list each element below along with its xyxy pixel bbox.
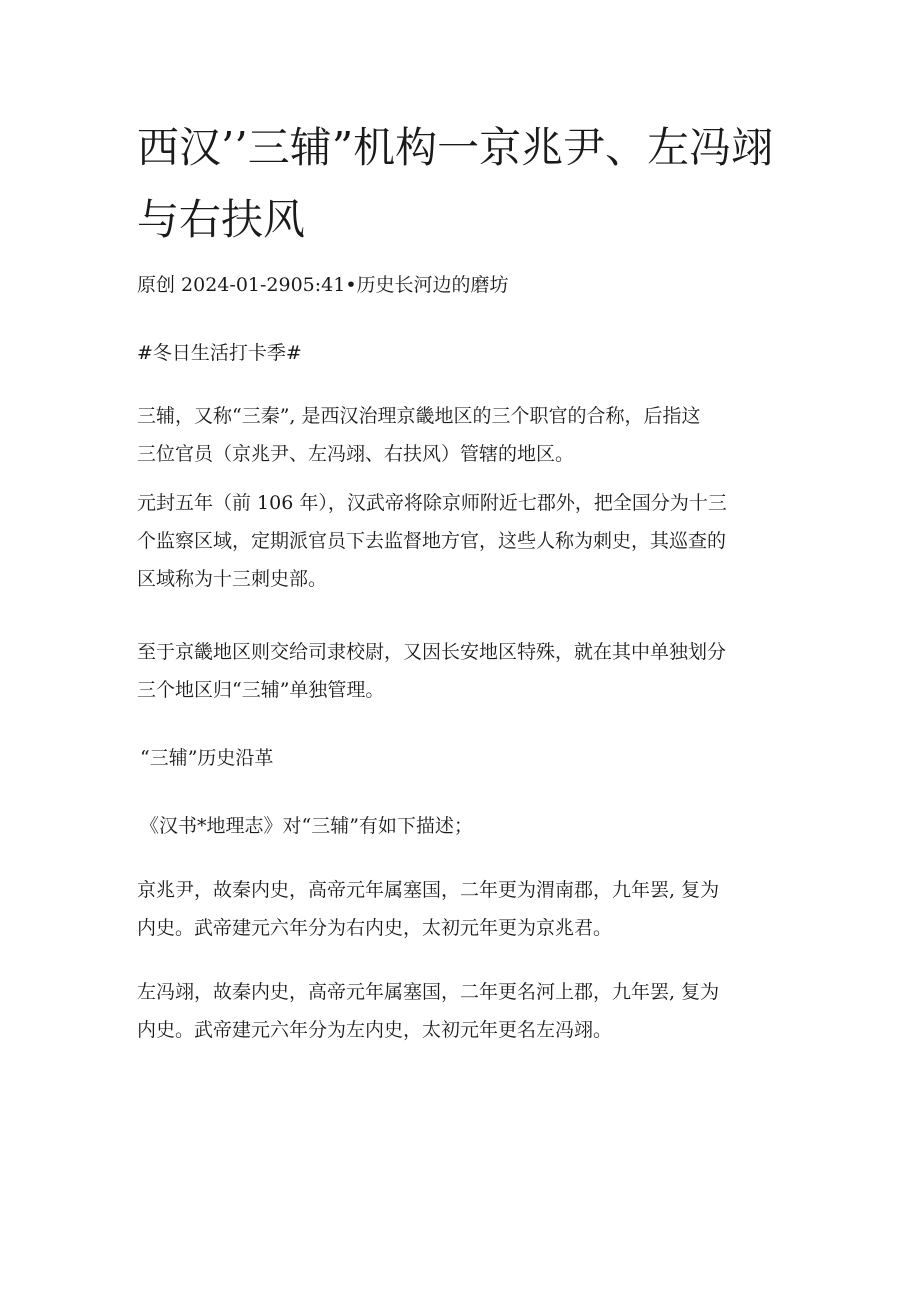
topic-tag: #冬日生活打卡季#: [137, 342, 302, 364]
paragraph-definition: [137, 397, 777, 473]
section-heading: [137, 739, 780, 777]
text-line: 三个地区归“三辅”单独管理。: [137, 679, 385, 701]
text-line: 内史。武帝建元六年分为右内史，太初元年更为京兆君。: [137, 917, 613, 939]
text-line: 个监察区域，定期派官员下去监督地方官，这些人称为刺史，其巡查的: [137, 530, 727, 552]
paragraph-jingzhaoyin: [137, 871, 777, 947]
text-line: 京兆尹，故秦内史，高帝元年属塞国，二年更为渭南郡，九年罢, 复为: [137, 879, 720, 901]
text-line: 左冯翊，故秦内史，高帝元年属塞国，二年更名河上郡，九年罢, 复为: [137, 981, 720, 1003]
text-line: 元封五年（前 106 年），汉武帝将除京师附近七郡外，把全国分为十三: [137, 492, 727, 514]
text-line: 《汉书*地理志》对“三辅”有如下描述；: [140, 815, 473, 837]
paragraph-capital-region: [137, 633, 777, 709]
text-line: 三辅，又称“三秦”, 是西汉治理京畿地区的三个职官的合称，后指这: [137, 405, 701, 427]
text-line: 内史。武帝建元六年分为左内史，太初元年更名左冯翊。: [137, 1019, 613, 1041]
paragraph-yuanfeng: [137, 484, 777, 598]
text-line: 三位官员（京兆尹、左冯翊、右扶风）管辖的地区。: [137, 443, 575, 465]
text-line: 区域称为十三刺史部。: [137, 568, 328, 590]
article-meta: 原创 2024-01-2905:41•历史长河边的磨坊: [137, 274, 509, 296]
article-title: 西汉’’三辅”机构一京兆尹、左冯翊与右扶风: [137, 123, 774, 244]
text-line: 至于京畿地区则交给司隶校尉，又因长安地区特殊，就在其中单独划分: [137, 641, 727, 663]
paragraph-hanshu-quote: [137, 807, 780, 845]
paragraph-zuopingyi: [137, 973, 777, 1049]
text-line: “三辅”历史沿革: [140, 747, 274, 769]
